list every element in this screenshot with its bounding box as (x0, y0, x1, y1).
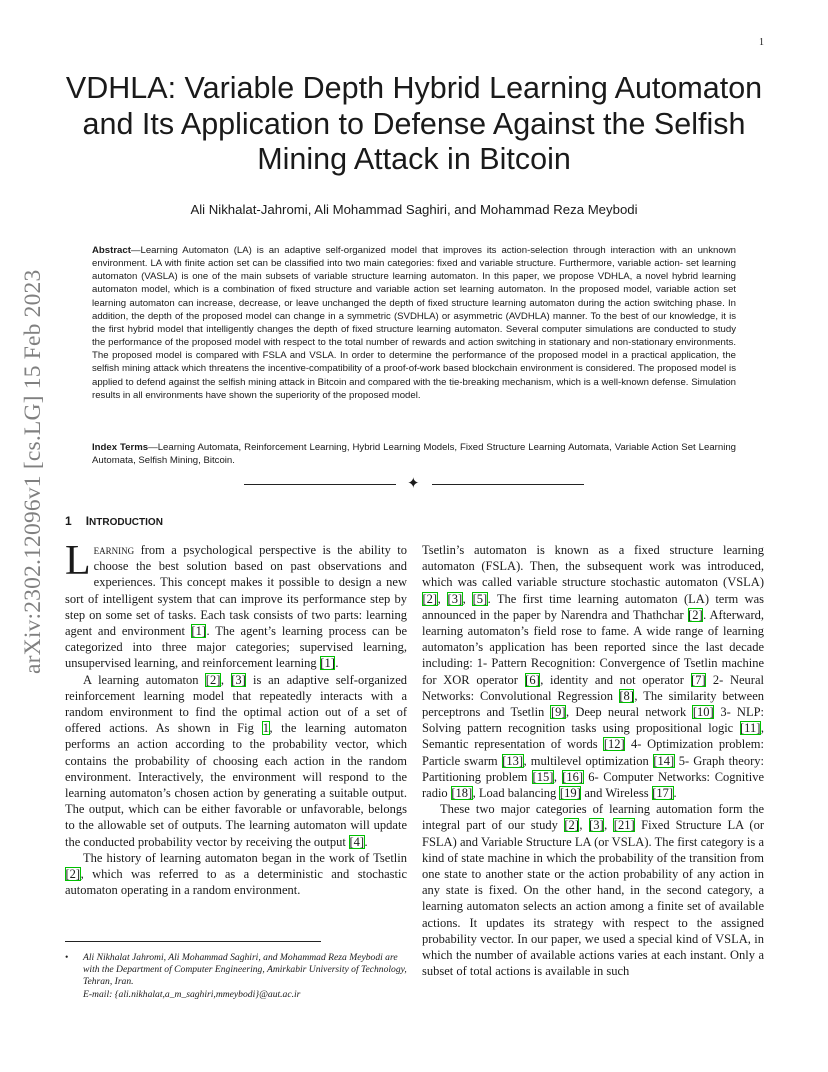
text-run: . (364, 834, 368, 849)
section-heading (65, 514, 163, 528)
citation-link[interactable]: [2] (65, 867, 81, 882)
citation-link[interactable]: [14] (653, 753, 675, 768)
citation-link[interactable]: [11] (740, 721, 761, 736)
citation-link[interactable]: [1] (191, 624, 206, 639)
citation-link[interactable]: [2] (422, 591, 438, 606)
citation-link[interactable]: [3] (447, 591, 463, 606)
text-run: , (604, 818, 614, 833)
citation-link[interactable]: [1] (320, 656, 335, 671)
text-run: , Semantic representation of words (422, 721, 764, 752)
arxiv-identifier-stamp[interactable]: arXiv:2302.12096v1 [cs.LG] 15 Feb 2023 (20, 269, 46, 674)
text-run: , (220, 672, 231, 687)
text-run: The history of learning automaton began in the work of Tsetlin (83, 850, 407, 865)
text-run: . The agent’s learning process can be categorized into three major categories; supervised learning, unsupervised learning, and reinforcement learning (65, 624, 408, 671)
right-column (422, 542, 764, 979)
section-title-rest: NTRODUCTION (89, 517, 163, 528)
text-run: , Deep neural network (566, 705, 693, 720)
figure-link[interactable]: 1 (262, 721, 270, 736)
text-run: . (673, 786, 677, 801)
paragraph (422, 801, 764, 979)
section-number: 1 (65, 514, 72, 528)
text-run: from a psychological perspective is the ability to choose the best solution based on past observations and experiences. This concept makes it possible to design a new sort of intelligent system that can improve its performance step by step on some set of tasks. Each task consists of two parts: learning agent and environment (65, 543, 407, 639)
author-affiliation-footnote (65, 952, 407, 1001)
citation-link[interactable]: [3] (231, 672, 246, 687)
index-terms (92, 441, 736, 467)
smallcaps-lead: earning (93, 543, 135, 557)
text-run: 5- Graph theory: Partitioning problem (422, 753, 764, 784)
citation-link[interactable]: [16] (562, 769, 584, 784)
text-run: , (462, 591, 473, 606)
text-run: A learning automaton (83, 672, 206, 687)
text-run: , (579, 818, 589, 833)
citation-link[interactable]: [21] (613, 818, 635, 833)
paragraph (65, 672, 407, 850)
citation-link[interactable]: [9] (550, 705, 566, 720)
footnote-rule (65, 941, 321, 942)
citation-link[interactable]: [6] (525, 672, 540, 687)
page-number: 1 (759, 37, 764, 48)
author-list: Ali Nikhalat-Jahromi, Ali Mohammad Saghiri, and Mohammad Reza Meybodi (190, 202, 638, 217)
divider-line-right (432, 484, 584, 485)
footnote-email[interactable]: E-mail: {ali.nikhalat,a_m_saghiri,mmeybodi}@aut.ac.ir (83, 988, 301, 1000)
paragraph (422, 542, 764, 801)
citation-link[interactable]: [5] (472, 591, 488, 606)
text-run: . Afterward, learning automaton’s field rose to fame. A wide range of learning automaton’s application has been reported since the last decade including: 1- Pattern Recognition: Convergence of Tsetlin machine for XOR operator (422, 607, 764, 687)
section-divider (244, 474, 584, 492)
drop-cap: L (65, 538, 91, 584)
text-run: . The first time learning automaton (LA) term was announced in the paper by Narendra and Thathchar (422, 591, 764, 622)
text-run: , (553, 769, 562, 784)
text-run: is an adaptive self-organized reinforcement learning model that repeatedly interacts with a random environment to find the optimal action out of a set of offered actions. As shown in Fig (65, 672, 408, 736)
citation-link[interactable]: [2] (688, 607, 703, 622)
index-terms-label: Index Terms (92, 442, 149, 453)
text-run: , identity and not operator (540, 672, 691, 687)
citation-link[interactable]: [3] (589, 818, 604, 833)
abstract (92, 244, 736, 402)
text-run: , The similarity between perceptrons and Tsetlin (422, 688, 764, 720)
citation-link[interactable]: [2] (564, 818, 579, 833)
text-run: 4- Optimization problem: Particle swarm (422, 737, 764, 768)
text-run: , (437, 591, 448, 606)
text-run: Tsetlin’s automaton is known as a fixed structure learning automaton (FSLA). Then, the subsequent work was introduced, which was called variable structure stochastic automaton (VSLA) (422, 543, 764, 590)
footnote-affiliation: Ali Nikhalat Jahromi, Ali Mohammad Saghiri, and Mohammad Reza Meybodi are with the Department of Computer Engineering, Amirkabir University of Technology, Tehran, Iran. (83, 952, 407, 988)
citation-link[interactable]: [2] (205, 672, 221, 687)
text-run: , Load balancing (472, 786, 560, 801)
citation-link[interactable]: [13] (502, 753, 524, 768)
text-run: 6- Computer Networks: Cognitive radio (422, 769, 765, 801)
divider-star-icon: ✦ (407, 474, 420, 492)
abstract-label: Abstract (92, 245, 131, 256)
citation-link[interactable]: [7] (691, 672, 706, 687)
text-run: 3- NLP: Solving pattern recognition tasks using propositional logic (422, 705, 764, 736)
citation-link[interactable]: [15] (532, 769, 554, 784)
citation-link[interactable]: [17] (652, 786, 674, 801)
divider-line-left (244, 484, 396, 485)
citation-link[interactable]: [18] (451, 786, 473, 801)
text-run: 2- Neural Networks: Convolutional Regression (422, 672, 764, 703)
section-title-initial: I (85, 514, 90, 528)
left-column (65, 538, 408, 898)
paper-title: VDHLA: Variable Depth Hybrid Learning Automaton and Its Application to Defense Against the Selfish Mining Attack in Bitcoin (65, 71, 763, 176)
abstract-text: —Learning Automaton (LA) is an adaptive self-organized model that improves its action-selection through interaction with an unknown environment. LA with finite action set can be classified into two main categories: fixed and variable structure. Furthermore, variable action- set learning automaton (VASLA) is one of the main subsets of variable structure learning automaton. In this paper, we propose VDHLA, a novel hybrid learning automaton model, which is a combination of fixed structure and variable action set learning automaton. In the proposed model, variable action set learning automaton can increase, decrease, or leave unchanged the depth of fixed structure learning automaton during the action switching phase. In addition, the depth of the proposed model can change in a symmetric (SVDHLA) or asymmetric (AVDHLA) manner. To the best of our knowledge, it is the first hybrid model that intelligently changes the depth of fixed structure learning automaton. Several computer simulations are conducted to study the performance of the proposed model with respect to the total number of rewards and action switching in stationary and non-stationary environments. The proposed model is compared with FSLA and VSLA. In order to determine the performance of the proposed model in a practical application, the selfish mining attack which threatens the incentive-compatibility of a proof-of-work based blockchain environment is considered. The proposed model is applied to defend against the selfish mining attack in Bitcoin and compared with the tie-breaking mechanism, which is a well-known defense. Simulation results in all environments have shown the superiority of the proposed model. (92, 245, 736, 401)
citation-link[interactable]: [4] (349, 834, 365, 849)
text-run: , multilevel optimization (523, 753, 653, 768)
text-run: and Wireless (581, 786, 652, 801)
text-run: . (335, 656, 339, 671)
citation-link[interactable]: [12] (603, 737, 625, 752)
citation-link[interactable]: [8] (619, 688, 634, 703)
text-run: Fixed Structure LA (or FSLA) and Variable Structure LA (or VSLA). The first category is a kind of state machine in which the probability of the transition from one state to another state or the action probability of any action in any state is fixed. On the other hand, in the second category, a learning automaton selects an action among a finite set of available actions. It updates its strategy with respect to the assigned probability vector. In our paper, we used a special kind of VSLA, in which the number of available actions varies at each instant. Only a subset of total actions is available in such (422, 818, 765, 979)
index-terms-text: —Learning Automata, Reinforcement Learning, Hybrid Learning Models, Fixed Structure Learning Automata, Variable Action Set Learning Automata, Selfish Mining, Bitcoin. (92, 442, 737, 467)
footnote-bullet: • (65, 952, 69, 963)
text-run: , the learning automaton performs an action according to the probability vector, which contains the probability of choosing each action in the random environment. Interactively, the environment will respond to the learning automaton’s chosen action by generating a suitable output. The output, which can be either favorable or unfavorable, belongs to the allowable set of outputs. The learning automaton will update the conducted probability vector by receiving the output (65, 721, 407, 849)
text-run: , which was referred to as a deterministic and stochastic automaton operating in a random environment. (65, 867, 407, 898)
text-run: These two major categories of learning automation form the integral part of our study (422, 802, 764, 833)
citation-link[interactable]: [19] (559, 786, 581, 801)
citation-link[interactable]: [10] (692, 705, 714, 720)
paragraph (65, 850, 407, 899)
paragraph (65, 538, 408, 672)
